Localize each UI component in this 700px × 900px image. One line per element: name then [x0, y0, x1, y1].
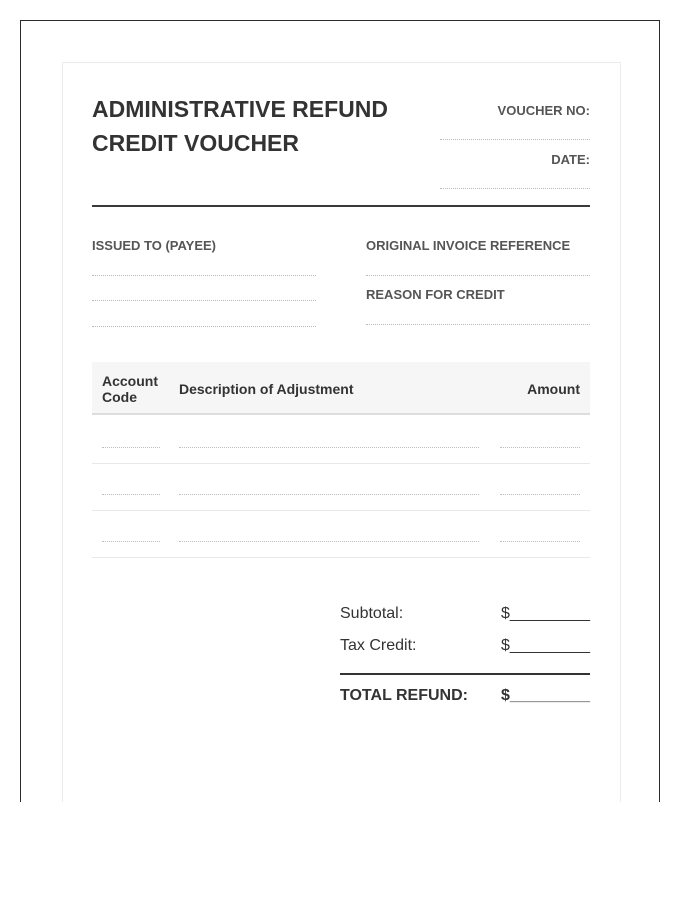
voucher-no-field[interactable]: [440, 139, 590, 140]
column-header-account-code: Account Code: [102, 373, 158, 405]
payee-line-3[interactable]: [92, 326, 316, 327]
subtotal-label: Subtotal:: [340, 605, 404, 622]
tax-credit-value[interactable]: $_________: [501, 637, 590, 654]
issued-to-label: ISSUED TO (PAYEE): [92, 238, 217, 253]
original-invoice-field[interactable]: [366, 275, 590, 276]
voucher-no-label: VOUCHER NO:: [497, 103, 590, 118]
amount-cell[interactable]: [500, 541, 580, 542]
account-code-cell[interactable]: [102, 541, 160, 542]
header-divider: [92, 205, 590, 207]
total-refund-label: TOTAL REFUND:: [340, 687, 468, 704]
title-line-2: CREDIT VOUCHER: [92, 130, 300, 156]
amount-cell[interactable]: [500, 447, 580, 448]
amount-cell[interactable]: [500, 494, 580, 495]
reason-field[interactable]: [366, 324, 590, 325]
table-row: [92, 511, 590, 558]
title-line-1: ADMINISTRATIVE REFUND: [92, 96, 389, 122]
account-code-cell[interactable]: [102, 494, 160, 495]
column-header-description: Description of Adjustment: [179, 381, 354, 397]
date-field[interactable]: [440, 188, 590, 189]
description-cell[interactable]: [179, 494, 479, 495]
table-row: [92, 464, 590, 511]
voucher-title: [92, 92, 432, 160]
column-header-amount: Amount: [527, 381, 580, 397]
table-row: [92, 417, 590, 464]
tax-credit-label: Tax Credit:: [340, 637, 417, 654]
description-cell[interactable]: [179, 541, 479, 542]
total-refund-value[interactable]: $_________: [501, 687, 590, 704]
reason-label: REASON FOR CREDIT: [366, 287, 505, 302]
adjustment-table-header: [92, 362, 590, 415]
date-label: DATE:: [551, 152, 590, 167]
description-cell[interactable]: [179, 447, 479, 448]
subtotal-value[interactable]: $_________: [501, 605, 590, 622]
totals-divider: [340, 673, 590, 675]
payee-line-2[interactable]: [92, 300, 316, 301]
original-invoice-label: ORIGINAL INVOICE REFERENCE: [366, 238, 571, 253]
account-code-cell[interactable]: [102, 447, 160, 448]
payee-line-1[interactable]: [92, 275, 316, 276]
